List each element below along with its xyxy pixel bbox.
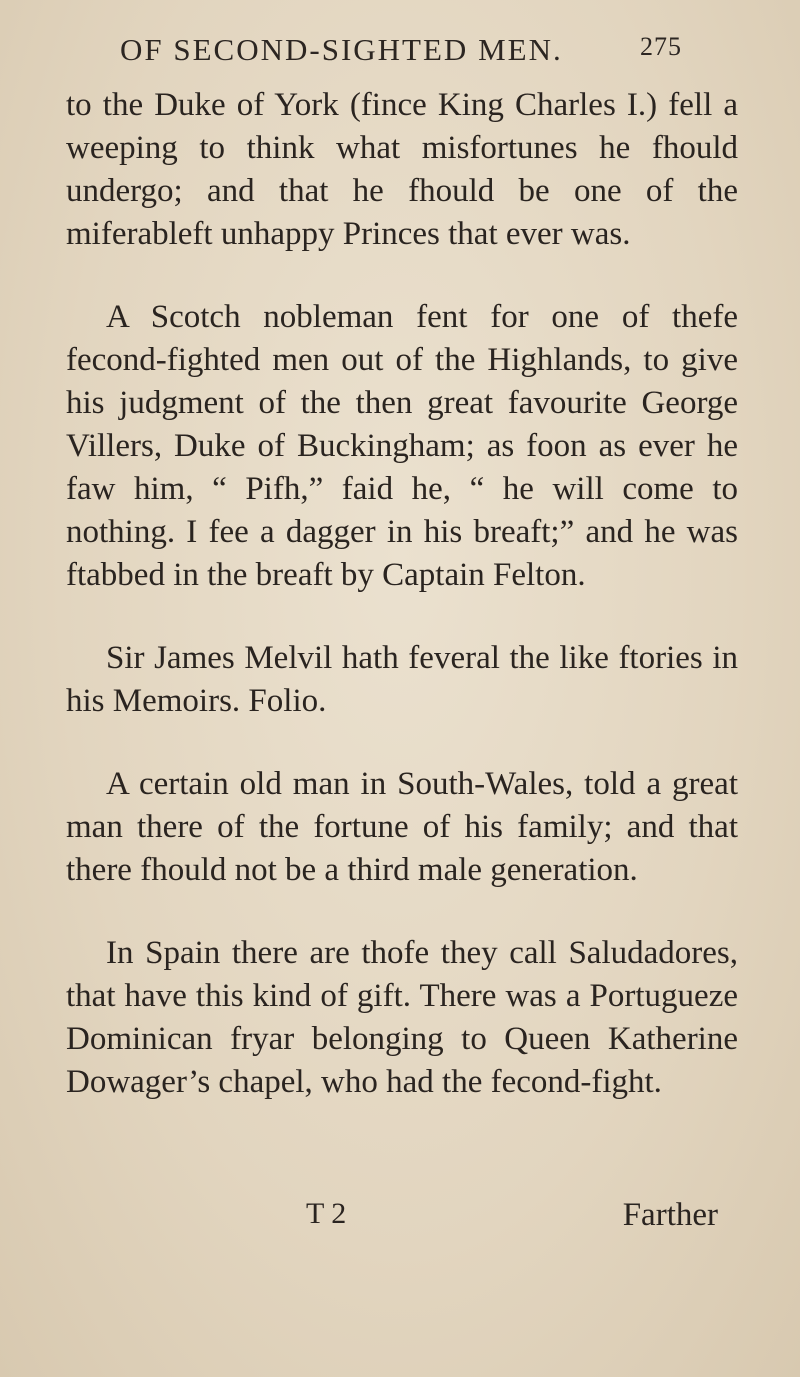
running-head: [120, 14, 760, 74]
page-number: 275: [640, 32, 682, 61]
page-footer: [66, 1197, 738, 1237]
body-text: [66, 84, 738, 1104]
running-head-title: OF SECOND-SIGHTED MEN.: [120, 32, 563, 67]
paragraph-scotch-nobleman: A Scotch nobleman fent for one of thefe fecond-fighted men out of the Highlands, to give his judgment of the then great favourite George Villers, Duke of Buckingham; as foon as ever he faw him, “ Pifh,” faid he, “ he will come to nothing. I fee a dagger in his breaft;” and he was ftabbed in the breaft by Captain Felton.: [66, 299, 738, 593]
signature-mark: T 2: [306, 1197, 347, 1230]
paragraph-james-melvil: Sir James Melvil hath feveral the like ftories in his Memoirs. Folio.: [66, 640, 738, 719]
paragraph-continuation: to the Duke of York (fince King Charles I.) fell a weeping to think what misfortunes he fhould undergo; and that he fhould be one of the miferableft unhappy Princes that ever was.: [66, 87, 738, 252]
paragraph-saludadores: In Spain there are thofe they call Saludadores, that have this kind of gift. There was a Portugueze Dominican fryar belonging to Queen Katherine Dowager’s chapel, who had the fecond-fight.: [66, 935, 738, 1100]
paragraph-south-wales: A certain old man in South-Wales, told a great man there of the fortune of his family; and that there fhould not be a third male generation.: [66, 766, 738, 888]
catchword: Farther: [622, 1197, 718, 1233]
